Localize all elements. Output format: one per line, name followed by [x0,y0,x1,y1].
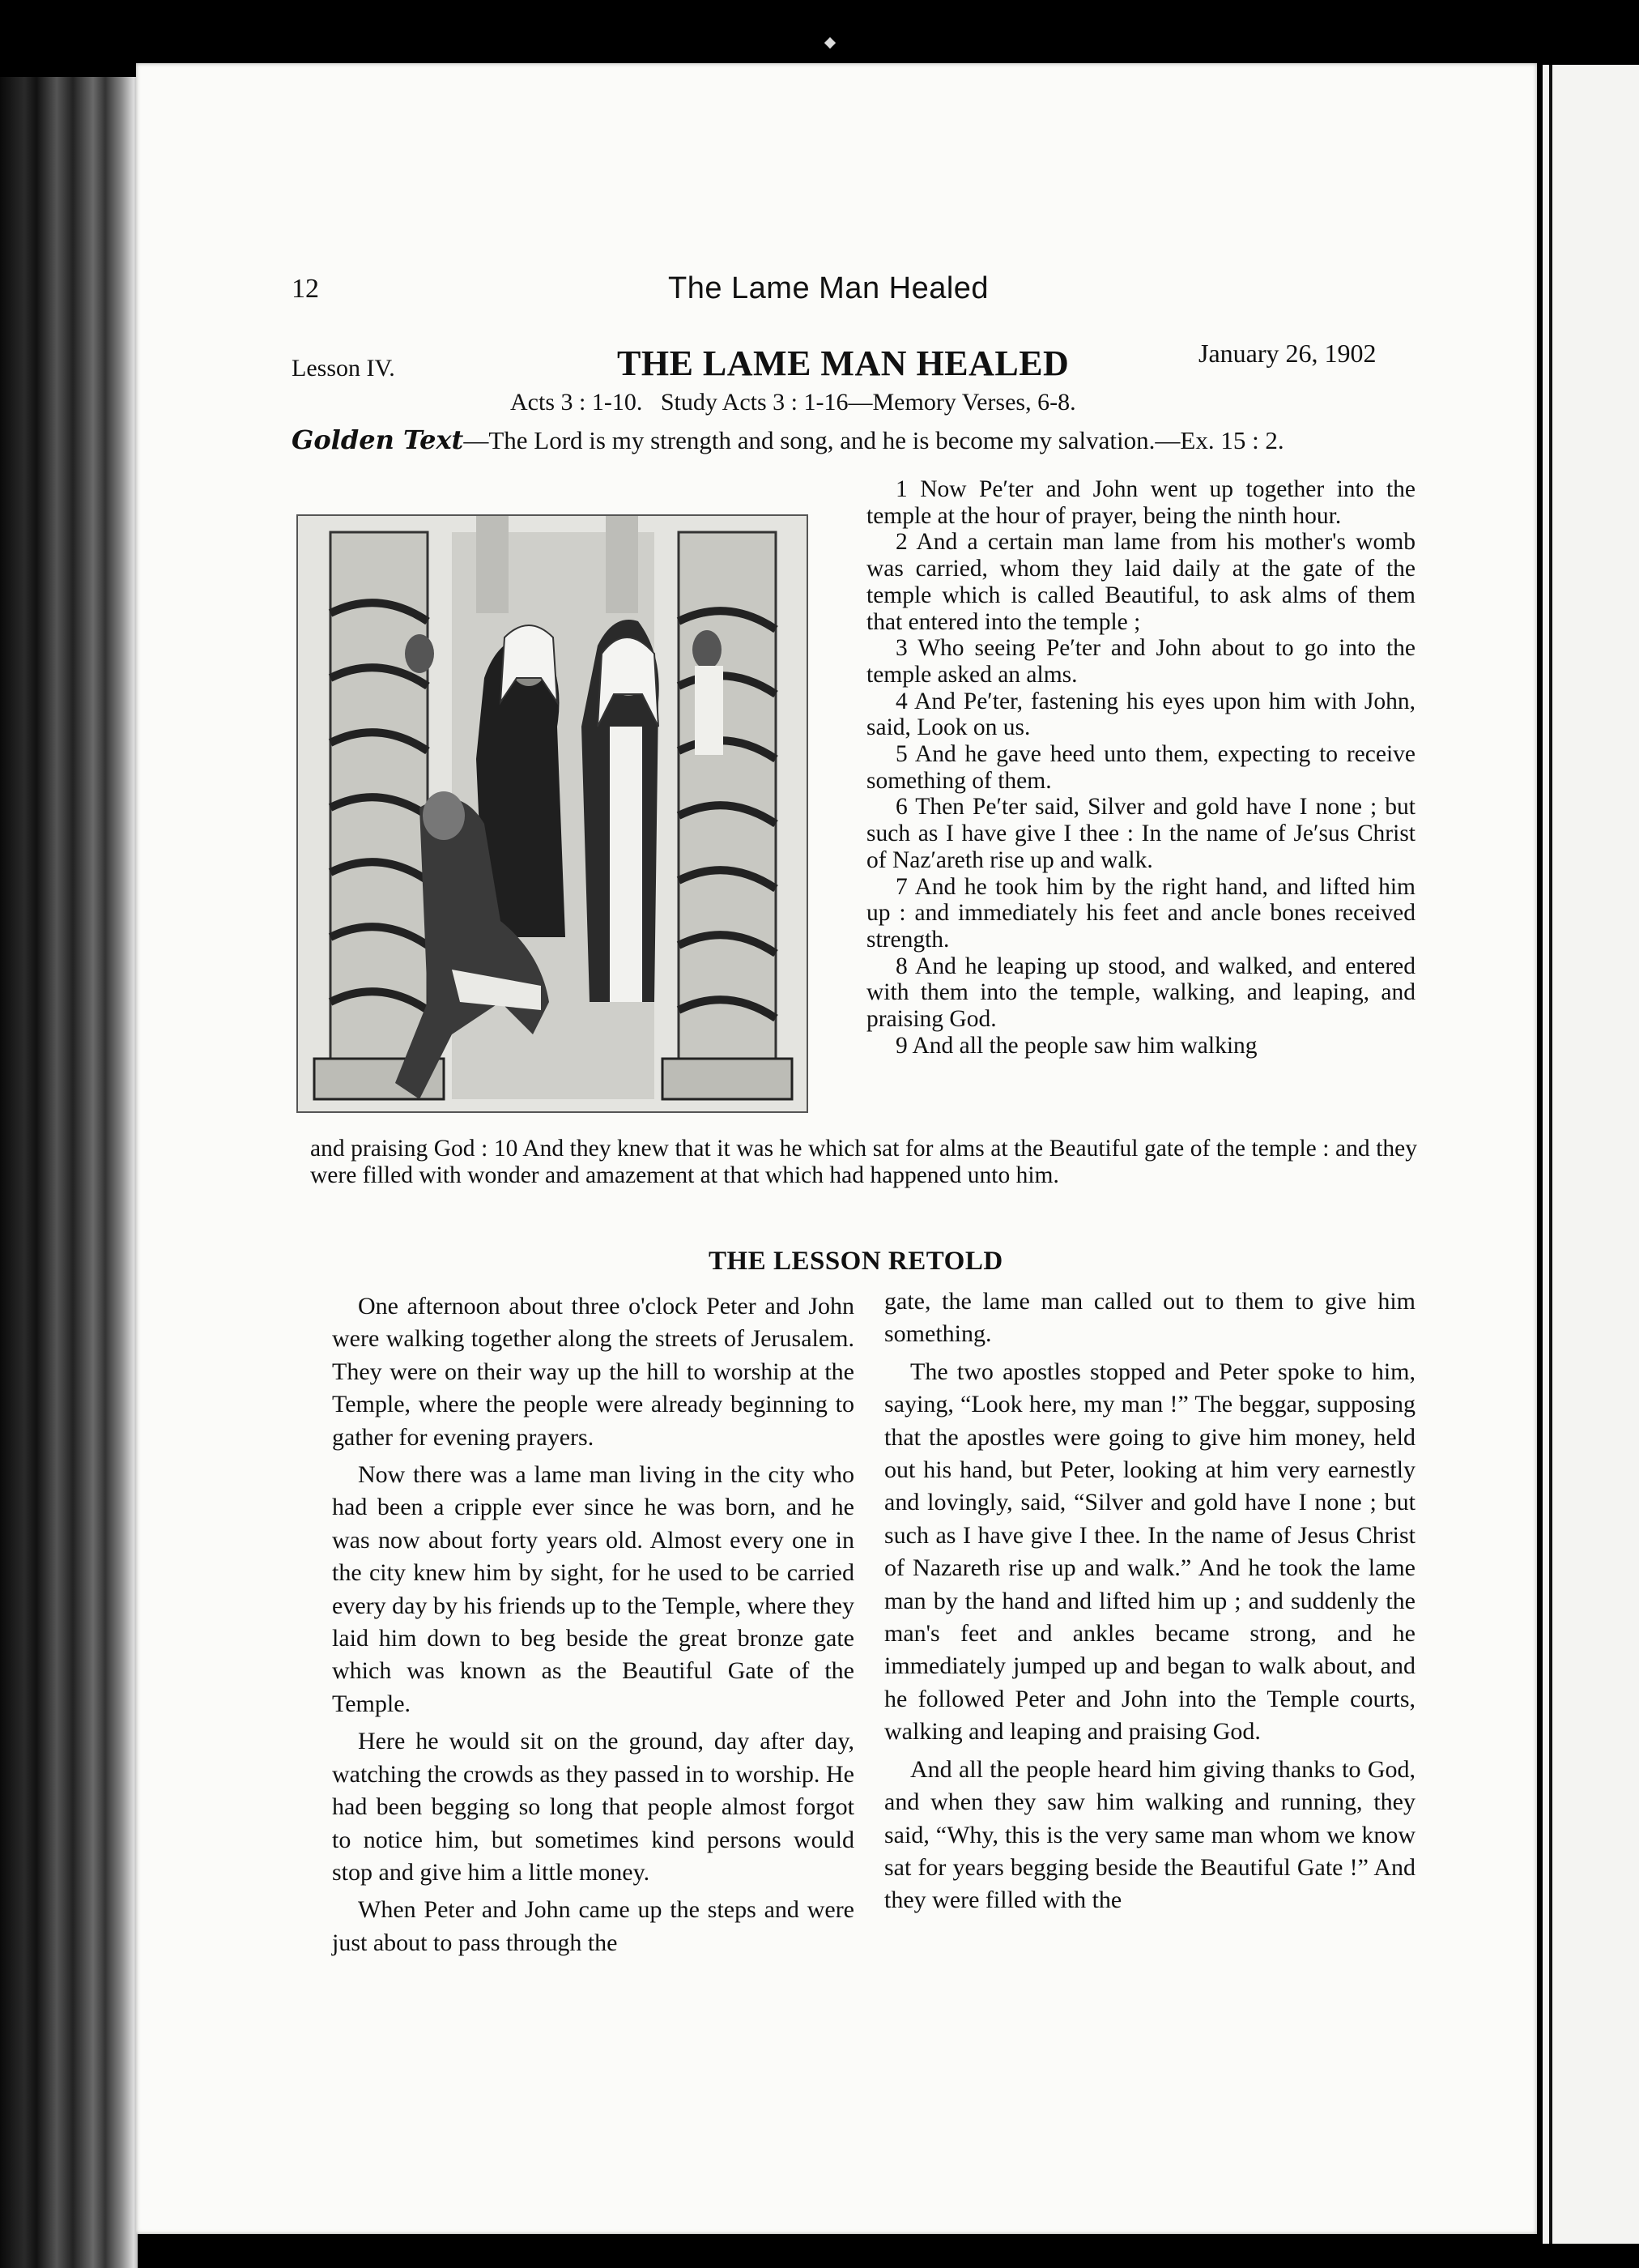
lesson-date: January 26, 1902 [1198,339,1377,368]
verse: 4 And Pe′ter, fastening his eyes upon him with John, said, Look on us. [866,688,1416,741]
paragraph: When Peter and John came up the steps and were just about to pass through the [332,1896,854,1956]
verse: 5 And he gave heed unto them, expecting to receive something of them. [866,741,1416,794]
verse: 7 And he took him by the right hand, and lifted him up : and immediately his feet and ancle bones received strength. [866,873,1416,953]
scan-mark [824,37,836,49]
illustration-peter-john-lame-man [296,514,808,1113]
verse: 6 Then Pe′ter said, Silver and gold have I none ; but such as I have give I thee : In the name of Je′sus Christ of Naz′areth rise up and walk. [866,794,1416,873]
page-number: 12 [292,274,319,304]
scripture-references: Acts 3 : 1-10. Study Acts 3 : 1-16—Memory Verses, 6-8. [510,389,1076,416]
golden-text-label: Golden Text [292,424,464,455]
golden-text [292,425,1417,455]
retold-column-right [884,1285,1416,1922]
paragraph: And all the people heard him giving thanks to God, and when they saw him walking and running, they said, “Why, this is the very same man whom we know sat for years begging beside the Beautiful Gate !” And they were filled with the [884,1755,1416,1914]
scripture-verses-continued: and praising God : 10 And they knew that it was he which sat for alms at the Beautiful gate of the temple : and they were filled with wonder and amazement at that which had happened unto him. [310,1136,1417,1188]
verse: 1 Now Pe′ter and John went up together into the temple at the hour of prayer, being the ninth hour. [866,476,1416,529]
retold-heading: THE LESSON RETOLD [709,1247,1003,1276]
golden-text-body: —The Lord is my strength and song, and he is become my salvation.—Ex. 15 : 2. [463,426,1284,454]
verse: 2 And a certain man lame from his mother's womb was carried, whom they laid daily at the gate of the temple which is called Beautiful, to ask alms of them that entered into the temple ; [866,529,1416,635]
verse: 9 And all the people saw him walking [896,1032,1258,1059]
retold-column-left [332,1290,854,1964]
paragraph: Now there was a lame man living in the city who had been a cripple ever since he was born, and he was now about forty years old. Almost every one in the city knew him by sight, for he used to be carried every day by his friends up to the Temple, where they laid him down to beg beside the great bronze gate which was known as the Beautiful Gate of the Temple. [332,1461,854,1717]
paragraph: gate, the lame man called out to them to give him something. [884,1288,1416,1348]
book-spine [0,77,138,2268]
lesson-title: THE LAME MAN HEALED [617,343,1070,383]
paragraph: One afternoon about three o'clock Peter and John were walking together along the streets of Jerusalem. They were on their way up the hill to worship at the Temple, where the people were already beginning to gather for evening prayers. [332,1293,854,1451]
verse: 3 Who seeing Pe′ter and John about to go into the temple asked an alms. [866,635,1416,688]
paragraph: Here he would sit on the ground, day after day, watching the crowds as they passed in to worship. He had been begging so long that people almost forgot to notice him, but sometimes kind persons would stop and give him a little money. [332,1728,854,1886]
running-head: The Lame Man Healed [668,271,990,305]
lesson-number: Lesson IV. [292,355,395,382]
paragraph: The two apostles stopped and Peter spoke to him, saying, “Look here, my man !” The beggar, supposing that the apostles were going to give him money, held out his hand, but Peter, looking at him very earnestly and lovingly, said, “Silver and gold have I none ; but such as I have give I thee. In the name of Jesus Christ of Nazareth rise up and walk.” And he took the lame man by the hand and lifted him up ; and suddenly the man's feet and ankles became strong, and he immediately jumped up and began to walk about, and he followed Peter and John into the Temple courts, walking and leaping and praising God. [884,1358,1416,1746]
facing-page-edge [1543,65,1639,2244]
scripture-verses-column [866,476,1416,1059]
verse: 8 And he leaping up stood, and walked, and entered with them into the temple, walking, and leaping, and praising God. [866,953,1416,1033]
